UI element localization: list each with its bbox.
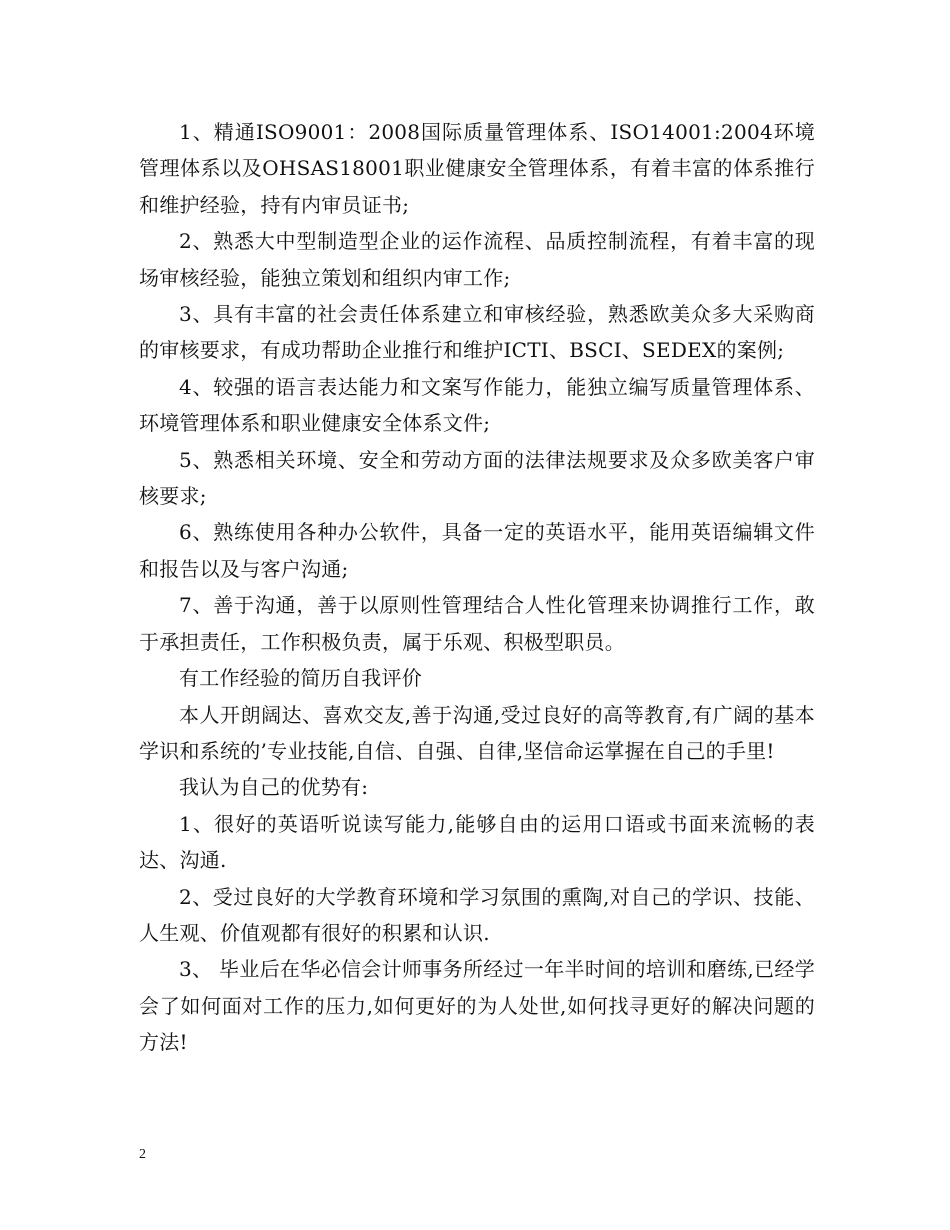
self-evaluation-paragraph: 本人开朗阔达、喜欢交友,善于沟通,受过良好的高等教育,有广阔的基本学识和系统的’专业技能,自信、自强、自律,坚信命运掌握在自己的手里! bbox=[139, 702, 815, 763]
qualification-item-3: 3、具有丰富的社会责任体系建立和审核经验，熟悉欧美众多大采购商的审核要求，有成功帮助企业推行和维护ICTI、BSCI、SEDEX的案例; bbox=[139, 302, 815, 363]
advantage-item-3: 3、 毕业后在华必信会计师事务所经过一年半时间的培训和磨练,已经学会了如何面对工作的压力,如何更好的为人处世,如何找寻更好的解决问题的方法! bbox=[139, 957, 815, 1055]
document-body bbox=[139, 114, 815, 1061]
qualification-item-5: 5、熟悉相关环境、安全和劳动方面的法律法规要求及众多欧美客户审核要求; bbox=[139, 447, 815, 509]
qualification-item-2: 2、熟悉大中型制造型企业的运作流程、品质控制流程，有着丰富的现场审核经验，能独立策划和组织内审工作; bbox=[139, 229, 815, 290]
qualification-item-6: 6、熟练使用各种办公软件，具备一定的英语水平，能用英语编辑文件和报告以及与客户沟通; bbox=[139, 520, 815, 581]
qualification-item-7: 7、善于沟通，善于以原则性管理结合人性化管理来协调推行工作，敢于承担责任，工作积极负责，属于乐观、积极型职员。 bbox=[139, 593, 815, 654]
qualification-item-1: 1、精通ISO9001：2008国际质量管理体系、ISO14001:2004环境管理体系以及OHSAS18001职业健康安全管理体系，有着丰富的体系推行和维护经验，持有内审员证书; bbox=[139, 120, 815, 217]
advantage-item-2: 2、受过良好的大学教育环境和学习氛围的熏陶,对自己的学识、技能、人生观、价值观都有很好的积累和认识. bbox=[139, 884, 815, 945]
qualification-item-4: 4、较强的语言表达能力和文案写作能力，能独立编写质量管理体系、环境管理体系和职业健康安全体系文件; bbox=[139, 374, 815, 436]
advantages-intro: 我认为自己的优势有: bbox=[179, 775, 369, 800]
section-heading: 有工作经验的简历自我评价 bbox=[179, 666, 422, 691]
advantage-item-1: 1、很好的英语听说读写能力,能够自由的运用口语或书面来流畅的表达、沟通. bbox=[139, 811, 815, 873]
page-number: 2 bbox=[139, 1147, 146, 1162]
